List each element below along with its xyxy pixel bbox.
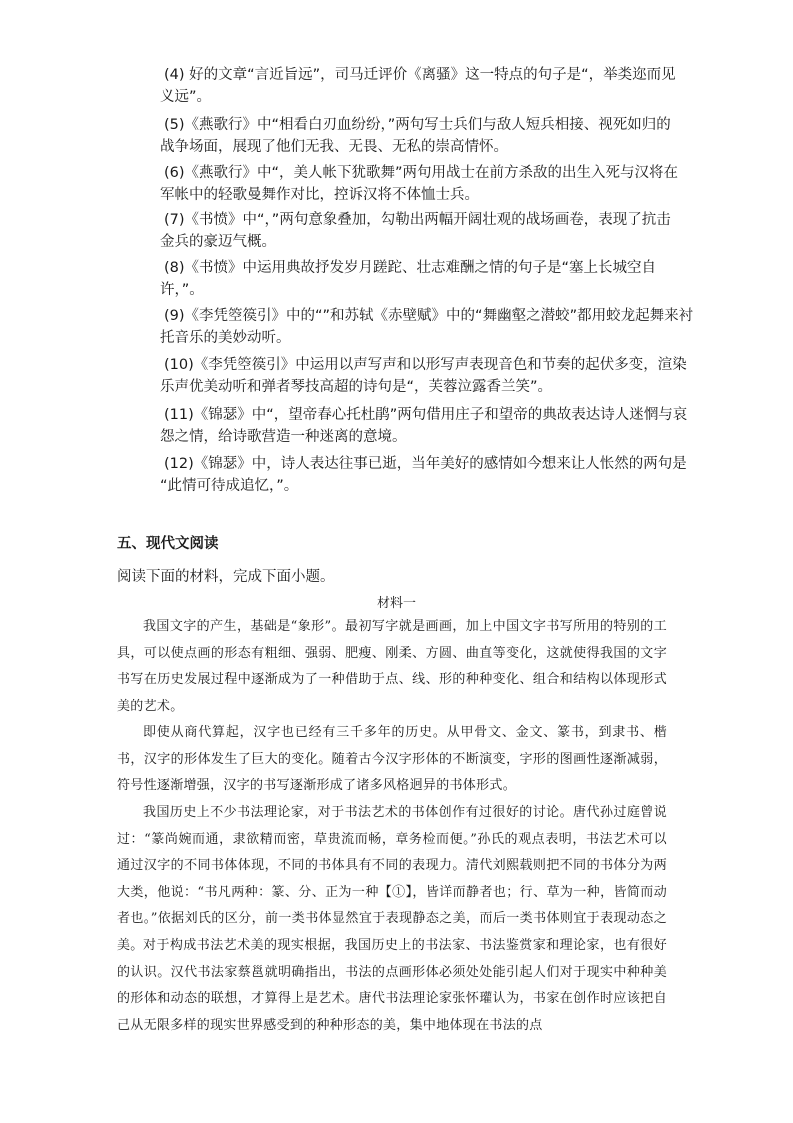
question-item [160, 162, 700, 206]
question-item [160, 453, 700, 497]
material-paragraph: 对于构成书法艺术美的现实根据，我国历史上的书法家、书法鉴赏家和理论家，也有很好的认识。汉代书法家蔡邕就明确指出，书法的点画形体必须处处能引起人们对于现实中种种美的形体和动态的联想，才算得上是艺术。唐代书法理论家张怀瓘认为，书家在创作时应该把自己从无限多样的现实世界感受到的种种形态的美，集中地体现在书法的点 [117, 938, 667, 1033]
question-item [160, 257, 700, 301]
question-item [160, 114, 700, 158]
question-line: (9)《李凭箜篌引》中的“”和苏轼《赤壁赋》中的“舞幽壑之潜蛟”都用蛟龙起舞来衬 [164, 308, 694, 324]
section-heading: 五、现代文阅读 [117, 536, 219, 552]
question-line: 军帐中的轻歌曼舞作对比，控诉汉将不体恤士兵。 [160, 187, 479, 203]
question-item [160, 404, 700, 448]
question-line: (5)《燕歌行》中“相看白刃血纷纷，”两句写士兵们与敌人短兵相接、视死如归的 [164, 117, 671, 133]
material-paragraph: 我国文字的产生，基础是“象形”。最初写字就是画画，加上中国文字书写所用的特别的工具，可以使点画的形态有粗细、强弱、肥瘦、刚柔、方圆、曲直等变化，这就使得我国的文字书写在历史发展过程中逐渐成为了一种借助于点、线、形的种种变化、组合和结构以体现形式美的艺术。 [117, 619, 667, 714]
question-item [160, 354, 700, 398]
question-line: (10)《李凭箜篌引》中运用以声写声和以形写声表现音色和节奏的起伏多变，渲染 [164, 357, 687, 373]
question-line: 义远”。 [160, 89, 212, 105]
question-line: (4) 好的文章“言近旨远”，司马迁评价《离骚》这一特点的句子是“，举类迩而见 [164, 67, 676, 83]
question-line: 许，”。 [160, 282, 204, 298]
material-title: 材料一 [376, 596, 416, 611]
question-line: (8)《书愤》中运用典故抒发岁月蹉跎、壮志难酬之情的句子是“塞上长城空自 [164, 260, 657, 276]
question-line: (7)《书愤》中“，”两句意象叠加，勾勒出两幅开阔壮观的战场画卷，表现了抗击 [164, 212, 671, 228]
question-line: 战争场面，展现了他们无我、无畏、无私的崇高情怀。 [160, 139, 508, 155]
question-item [160, 209, 700, 253]
question-line: (12)《锦瑟》中，诗人表达往事已逝，当年美好的感情如今想来让人怅然的两句是 [164, 456, 687, 472]
question-line: “此情可待成追忆，”。 [160, 478, 299, 494]
question-line: 怨之情，给诗歌营造一种迷离的意境。 [160, 429, 407, 445]
question-item [160, 305, 700, 349]
material-paragraph: 我国历史上不少书法理论家，对于书法艺术的书体创作有过很好的讨论。唐代孙过庭曾说过：“篆尚婉而通，隶欲精而密，草贵流而畅，章务检而便。”孙氏的观点表明，书法艺术可以通过汉字的不同书体体现，不同的书体具有不同的表现力。清代刘熙载则把不同的书体分为两大类，他说：“书凡两种：篆、分、正为一种【①】，皆详而静者也；行、草为一种，皆简而动者也。”依据刘氏的区分，前一类书体显然宜于表现静态之美，而后一类书体则宜于表现动态之美。 [117, 805, 667, 953]
question-line: 托音乐的美妙动听。 [160, 330, 291, 346]
question-line: 乐声优美动听和弹者琴技高超的诗句是“，芙蓉泣露香兰笑”。 [160, 379, 553, 395]
question-line: (6)《燕歌行》中“，美人帐下犹歌舞”两句用战士在前方杀敌的出生入死与汉将在 [164, 165, 679, 181]
question-item [160, 64, 700, 108]
question-line: (11)《锦瑟》中“，望帝春心托杜鹃”两句借用庄子和望帝的典故表达诗人迷惘与哀 [164, 407, 688, 423]
question-line: 金兵的豪迈气概。 [160, 234, 276, 250]
material-paragraph: 即使从商代算起，汉字也已经有三千多年的历史。从甲骨文、金文、篆书，到隶书、楷书，汉字的形体发生了巨大的变化。随着古今汉字形体的不断演变，字形的图画性逐渐减弱，符号性逐渐增强，汉字的书写逐渐形成了诸多风格迥异的书体形式。 [117, 725, 667, 793]
instruction-text: 阅读下面的材料，完成下面小题。 [117, 569, 335, 585]
